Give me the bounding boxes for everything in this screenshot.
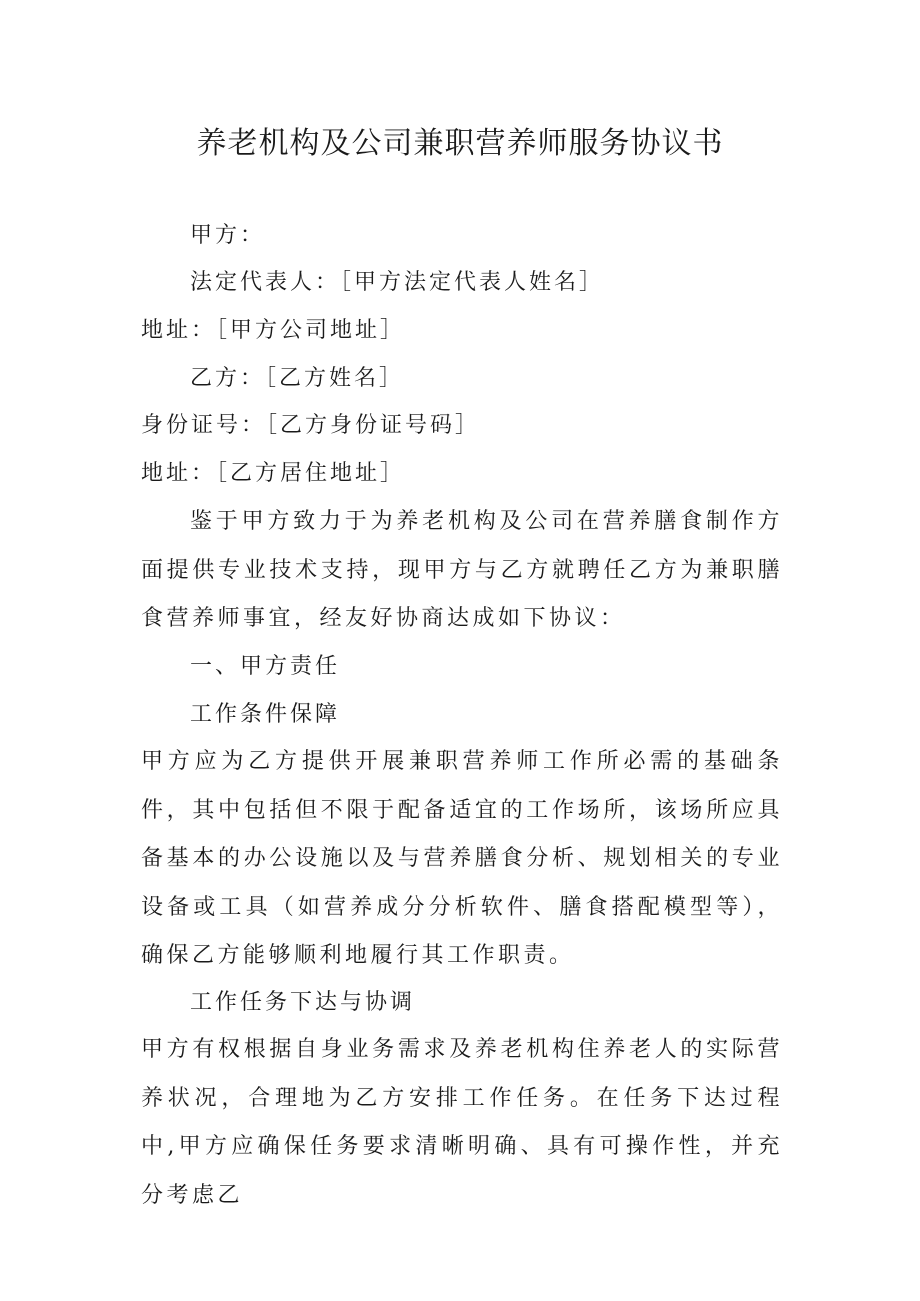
- party-a-label: 甲方：: [190, 223, 266, 248]
- legal-representative: 法定代表人：［甲方法定代表人姓名］: [190, 270, 605, 295]
- document-title: 养老机构及公司兼职营养师服务协议书: [196, 126, 724, 161]
- subsection-heading: 工作任务下达与协调: [190, 990, 416, 1015]
- section-heading: 一、甲方责任: [190, 654, 341, 679]
- subsection-heading: 工作条件保障: [190, 702, 341, 727]
- body-paragraph: 甲方应为乙方提供开展兼职营养师工作所必需的基础条件，其中包括但不限于配备适宜的工作场所，该场所应具备基本的办公设施以及与营养膳食分析、规划相关的专业设备或工具（如营养成分分析软件、膳食搭配模型等），确保乙方能够顺利地履行其工作职责。: [141, 749, 783, 968]
- party-b-address: 地址：［乙方居住地址］: [141, 461, 406, 486]
- party-b-name: 乙方：［乙方姓名］: [190, 366, 405, 391]
- preamble-paragraph: 鉴于甲方致力于为养老机构及公司在营养膳食制作方面提供专业技术支持，现甲方与乙方就聘任乙方为兼职膳食营养师事宜，经友好协商达成如下协议：: [141, 509, 783, 631]
- party-b-id-number: 身份证号：［乙方身份证号码］: [141, 413, 481, 438]
- body-paragraph: 甲方有权根据自身业务需求及养老机构住养老人的实际营养状况，合理地为乙方安排工作任务。在任务下达过程中,甲方应确保任务要求清晰明确、具有可操作性，并充分考虑乙: [141, 1037, 783, 1208]
- party-a-address: 地址：［甲方公司地址］: [141, 318, 406, 343]
